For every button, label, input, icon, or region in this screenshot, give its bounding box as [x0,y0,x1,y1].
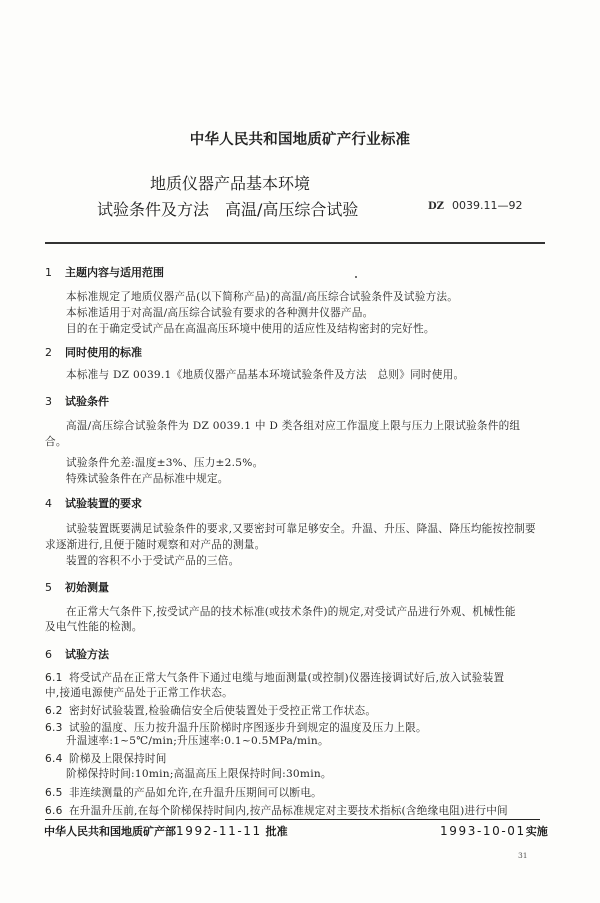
paragraph-line: 在正常大气条件下,按受试产品的技术标准(或技术条件)的规定,对受试产品进行外观、机械性能 [66,606,516,618]
header-rule [45,242,545,244]
subclause-6-6: 6.6 在升温升压前,在每个阶梯保持时间内,按产品标准规定对主要技术指标(含绝缘电阻)进行中间 [45,803,540,820]
subclause-6-5: 6.5 非连续测量的产品如允许,在升温升压期间可以断电。 [45,787,323,799]
section-heading-6: 6 试验方法 [45,648,109,661]
section-heading-1: 1 主题内容与适用范围 [45,266,164,279]
scan-speck [355,276,357,278]
paragraph-line: 求逐渐进行,且便于随时观察和对产品的测量。 [45,539,266,551]
section-heading-3: 3 试验条件 [45,395,109,408]
paragraph-line: 目的在于确定受试产品在高温高压环境中使用的适应性及结构密封的完好性。 [66,323,435,335]
paragraph-line: 升温速率:1~5℃/min;升压速率:0.1~0.5MPa/min。 [66,735,329,747]
paragraph-line: 装置的容积不小于受试产品的三倍。 [66,555,240,567]
approval-line: 中华人民共和国地质矿产部1992-11-11 批准 [44,824,288,838]
standard-code [428,199,522,212]
effective-line: 1993-10-01实施 [440,824,548,838]
paragraph-line: 试验条件允差:温度±3%、压力±2.5%。 [66,457,264,469]
paragraph-line: 本标准规定了地质仪器产品(以下简称产品)的高温/高压综合试验条件及试验方法。 [66,291,459,303]
paragraph-line: 本标准适用于对高温/高压综合试验有要求的各种测井仪器产品。 [66,307,374,319]
paragraph-line: 高温/高压综合试验条件为 DZ 0039.1 中 D 类各组对应工作温度上限与压力上限试验条件的组 [66,420,521,432]
page-number: 31 [518,851,528,860]
document-title-line1: 地质仪器产品基本环境 [150,174,311,193]
subclause-6-4: 6.4 阶梯及上限保持时间 [45,753,167,765]
paragraph-line: 特殊试验条件在产品标准中规定。 [66,473,229,485]
issuing-body: 中华人民共和国地质矿产行业标准 [189,132,411,148]
section-heading-2: 2 同时使用的标准 [45,346,142,359]
paragraph-line: 阶梯保持时间:10min;高温高压上限保持时间:30min。 [66,768,332,780]
section-heading-5: 5 初始测量 [45,581,109,594]
paragraph-line: 试验装置既要满足试验条件的要求,又要密封可靠足够安全。升温、升压、降温、降压均能按控制要 [66,523,536,535]
subclause-6-1: 6.1 将受试产品在正常大气条件下通过电缆与地面测量(或控制)仪器连接调试好后,放入试验装置 [45,672,505,684]
subclause-6-3: 6.3 试验的温度、压力按升温升压阶梯时序图逐步升到规定的温度及压力上限。 [45,722,427,734]
standard-code-prefix: DZ [428,201,444,212]
standard-code-number: 0039.11—92 [451,199,523,212]
paragraph-line: 本标准与 DZ 0039.1《地质仪器产品基本环境试验条件及方法 总则》同时使用。 [66,369,465,381]
document-title-line2: 试验条件及方法 高温/高压综合试验 [97,200,359,219]
subclause-6-2: 6.2 密封好试验装置,检验确信安全后使装置处于受控正常工作状态。 [45,705,377,717]
section-heading-4: 4 试验装置的要求 [45,497,142,510]
paragraph-line: 中,接通电源使产品处于正常工作状态。 [45,687,233,699]
paragraph-line: 合。 [45,436,67,448]
paragraph-line: 及电气性能的检测。 [45,621,143,633]
